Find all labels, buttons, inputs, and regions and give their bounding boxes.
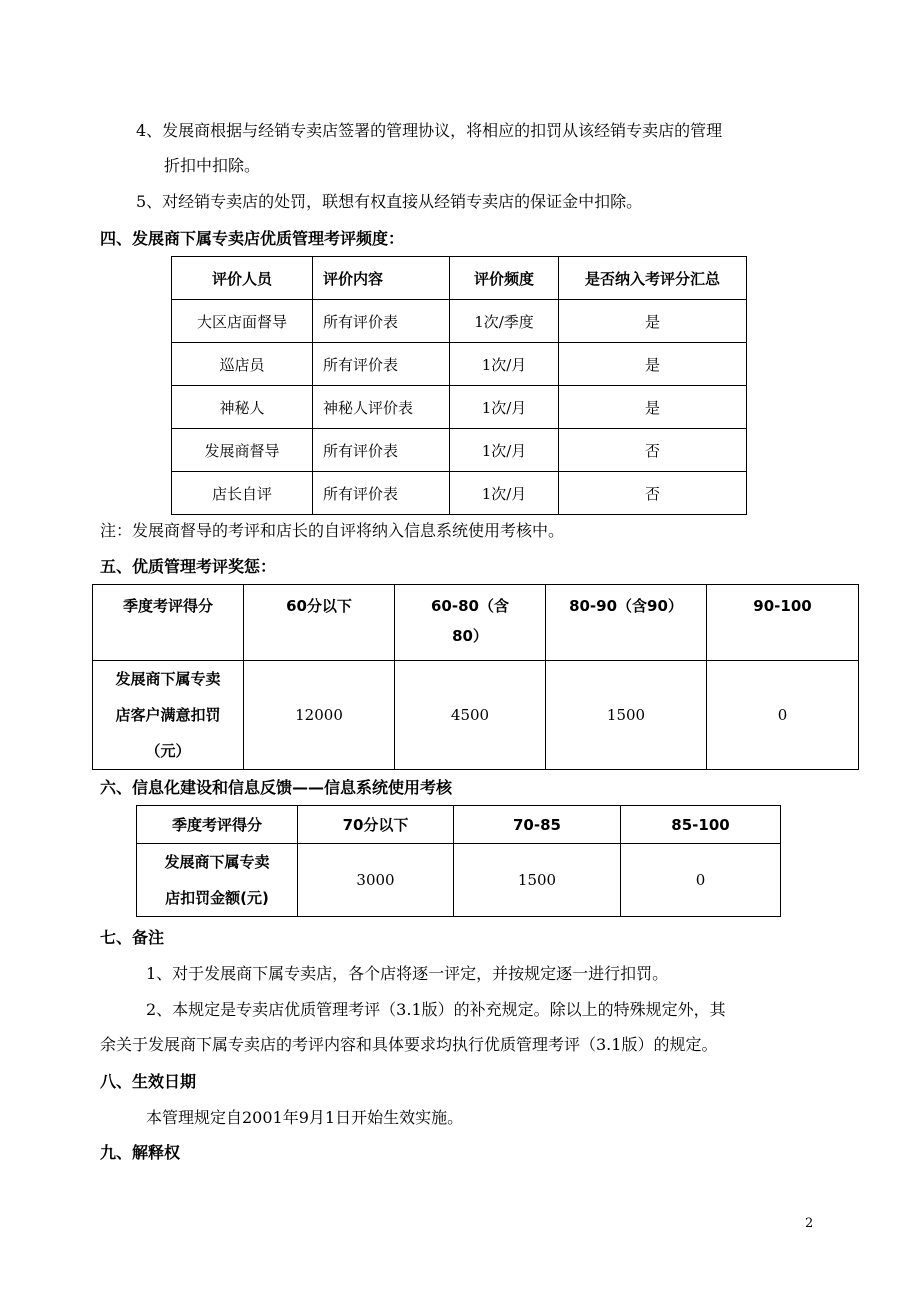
table-header: 评价内容 [313,257,450,300]
table-header: 85-100 [621,806,781,844]
table-cell: 大区店面督导 [172,300,313,343]
section-6-heading: 六、信息化建设和信息反馈——信息系统使用考核 [100,778,453,797]
table-cell: 1次/月 [450,343,559,386]
row-label [93,661,244,770]
table-cell: 所有评价表 [313,300,450,343]
table-header-row [93,585,859,661]
frequency-table [171,256,747,515]
table-cell: 发展商督导 [172,429,313,472]
table-cell: 1500 [546,661,707,770]
table-cell: 12000 [244,661,395,770]
row-label-line: 店扣罚金额(元) [165,889,269,907]
table-cell: 所有评价表 [313,472,450,515]
table-header-row [172,257,747,300]
row-label-line: （元） [145,742,191,760]
section-4-note: 注：发展商督导的考评和店长的自评将纳入信息系统使用考核中。 [100,521,565,540]
table-header: 是否纳入考评分汇总 [559,257,747,300]
table-cell: 所有评价表 [313,429,450,472]
section-8-heading: 八、生效日期 [100,1072,197,1091]
table-cell: 0 [707,661,859,770]
table-cell: 1次/月 [450,472,559,515]
para-5: 5、对经销专卖店的处罚，联想有权直接从经销专卖店的保证金中扣除。 [136,192,643,211]
section-7-item-1: 1、对于发展商下属专卖店，各个店将逐一评定，并按规定逐一进行扣罚。 [146,964,669,983]
table-header [395,585,546,661]
section-7-item-2-line1: 2、本规定是专卖店优质管理考评（3.1版）的补充规定。除以上的特殊规定外，其 [146,1000,726,1019]
row-label [137,844,298,917]
para-4-line1: 4、发展商根据与经销专卖店签署的管理协议，将相应的扣罚从该经销专卖店的管理 [136,121,723,140]
table-header-line: 60-80（含 [431,597,509,615]
table-cell: 是 [559,386,747,429]
table-cell: 否 [559,472,747,515]
table-row [172,343,747,386]
table-cell: 神秘人评价表 [313,386,450,429]
section-9-heading: 九、解释权 [100,1143,181,1162]
table-row [172,429,747,472]
table-cell: 1500 [454,844,621,917]
table-header: 70-85 [454,806,621,844]
table-header-line: 80） [452,627,488,645]
table-header: 90-100 [707,585,859,661]
table-cell: 是 [559,343,747,386]
section-8-text: 本管理规定自2001年9月1日开始生效实施。 [146,1108,464,1127]
row-label-line: 发展商下属专卖 [115,670,221,688]
table-cell: 店长自评 [172,472,313,515]
table-cell: 是 [559,300,747,343]
table-header: 季度考评得分 [137,806,298,844]
table-header: 评价人员 [172,257,313,300]
table-row [172,386,747,429]
table-header-row [137,806,781,844]
table-header: 70分以下 [298,806,454,844]
table-header: 80-90（含90） [546,585,707,661]
row-label-line: 发展商下属专卖 [164,853,270,871]
table-cell: 1次/月 [450,386,559,429]
table-row [172,472,747,515]
table-cell: 1次/月 [450,429,559,472]
row-label-line: 店客户满意扣罚 [115,706,221,724]
section-7-item-2-line2: 余关于发展商下属专卖店的考评内容和具体要求均执行优质管理考评（3.1版）的规定。 [100,1035,718,1054]
reward-penalty-table [92,584,859,770]
table-cell: 神秘人 [172,386,313,429]
page-number: 2 [805,1216,814,1231]
table-header: 季度考评得分 [93,585,244,661]
section-7-heading: 七、备注 [100,928,165,947]
table-cell: 4500 [395,661,546,770]
section-5-heading: 五、优质管理考评奖惩： [100,557,277,576]
table-row [172,300,747,343]
table-cell: 3000 [298,844,454,917]
table-row [137,844,781,917]
table-cell: 否 [559,429,747,472]
section-4-heading: 四、发展商下属专卖店优质管理考评频度： [100,229,405,248]
table-cell: 所有评价表 [313,343,450,386]
table-cell: 0 [621,844,781,917]
info-system-table [136,805,781,917]
para-4-line2: 折扣中扣除。 [164,156,261,175]
table-cell: 1次/季度 [450,300,559,343]
table-cell: 巡店员 [172,343,313,386]
table-header: 60分以下 [244,585,395,661]
table-row [93,661,859,770]
table-header: 评价频度 [450,257,559,300]
